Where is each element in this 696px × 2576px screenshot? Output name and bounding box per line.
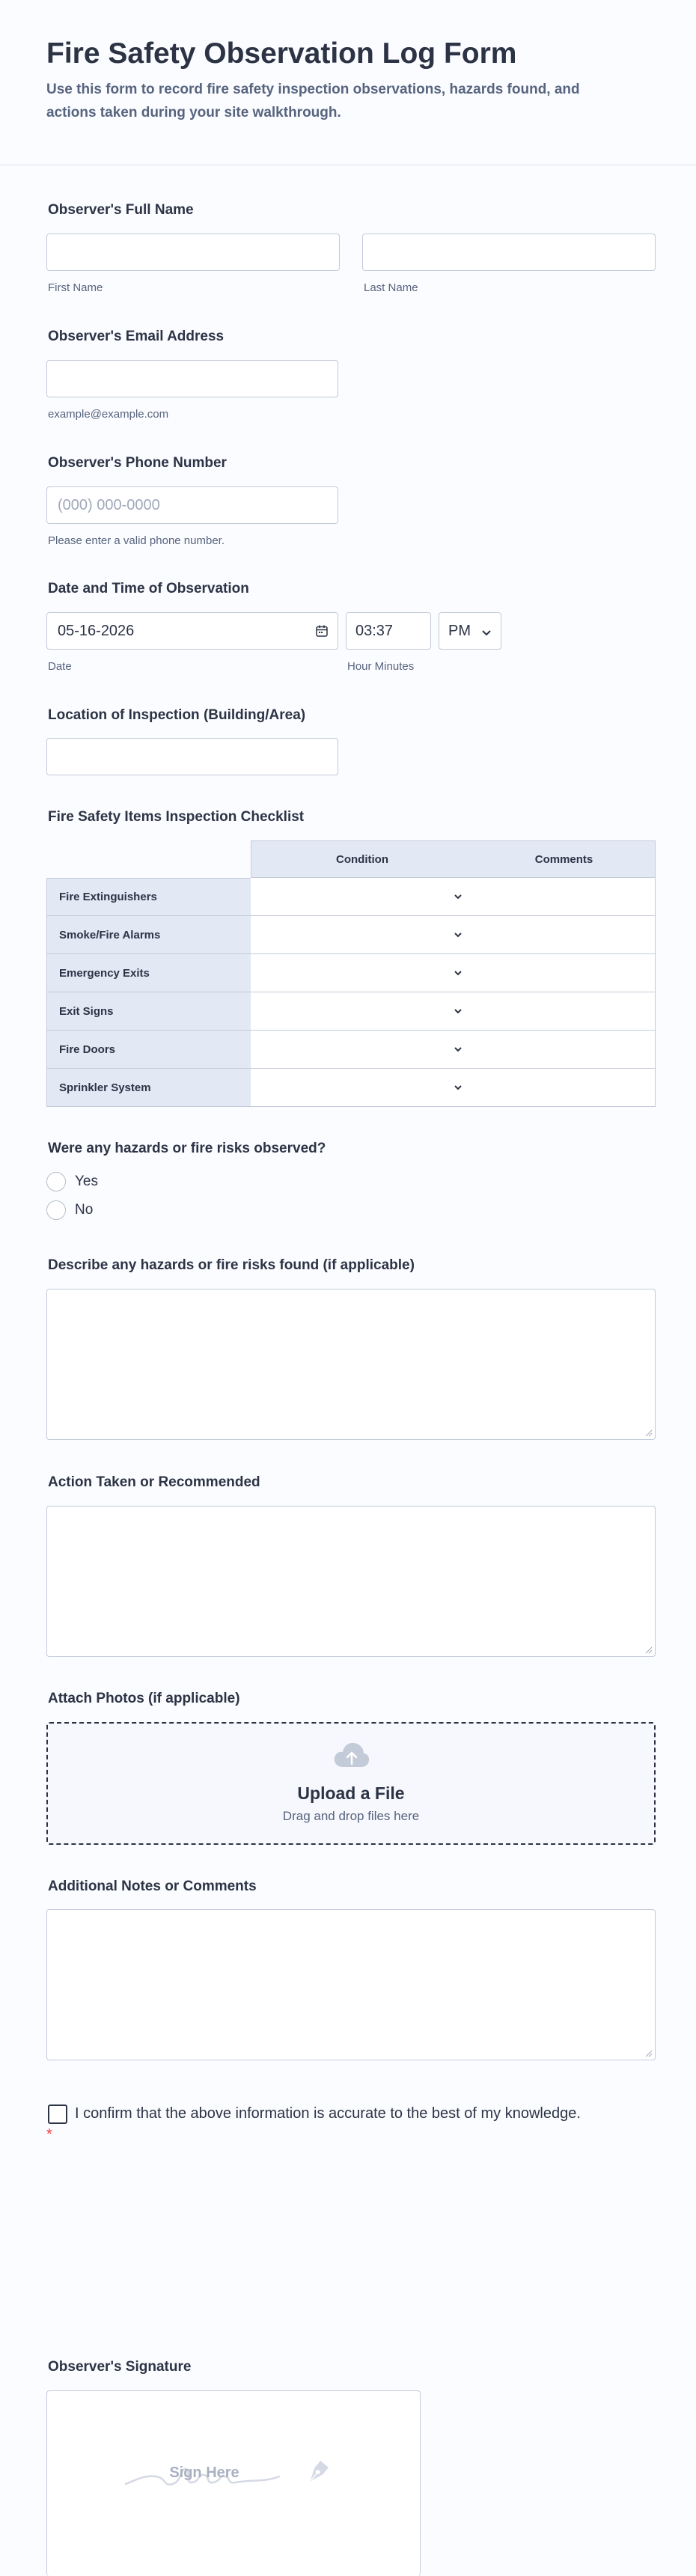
condition-select[interactable] [251,1069,474,1107]
calendar-icon[interactable] [315,624,329,641]
condition-select[interactable] [251,878,474,916]
notes-textarea[interactable] [46,1909,656,2060]
resize-handle-icon[interactable] [645,2050,653,2057]
upload-title: Upload a File [297,1783,405,1803]
upload-hint: Drag and drop files here [282,1809,420,1823]
time-input[interactable] [346,612,431,650]
photos-label: Attach Photos (if applicable) [48,1691,240,1706]
action-textarea[interactable] [46,1506,656,1657]
resize-handle-icon[interactable] [645,1429,653,1437]
hazards-option-label: No [75,1202,94,1218]
email-label: Observer's Email Address [48,329,225,344]
email-sublabel: example@example.com [48,408,169,421]
action-label: Action Taken or Recommended [48,1474,260,1490]
ampm-select[interactable] [439,612,501,650]
confirm-text: I confirm that the above information is accurate to the best of my knowledge. [75,2105,581,2122]
condition-select[interactable] [251,954,474,992]
checklist-row-label: Fire Extinguishers [46,878,251,916]
pen-icon [302,2457,333,2488]
chevron-down-icon [481,627,492,641]
hazards-radio-yes[interactable] [46,1172,66,1191]
chevron-down-icon [454,1084,463,1090]
date-sublabel: Date [48,660,72,673]
hazards-radio-no[interactable] [46,1200,66,1220]
chevron-down-icon [454,894,463,900]
condition-select[interactable] [251,992,474,1031]
datetime-label: Date and Time of Observation [48,581,249,596]
signature-hint: Sign Here [169,2464,239,2481]
confirm-statement [46,2103,585,2145]
comments-input[interactable] [473,1031,656,1069]
page-title: Fire Safety Observation Log Form [46,37,517,70]
phone-placeholder: (000) 000-0000 [58,497,160,513]
notes-label: Additional Notes or Comments [48,1878,257,1894]
date-input[interactable] [46,612,338,650]
signature-pad[interactable] [46,2390,421,2576]
phone-label: Observer's Phone Number [48,455,227,471]
cloud-upload-icon [333,1742,370,1770]
first-name-sublabel: First Name [48,281,103,294]
comments-input[interactable] [473,916,656,954]
location-input[interactable] [46,738,338,775]
column-header-comments: Comments [473,840,656,878]
time-sublabel: Hour Minutes [347,660,415,673]
ampm-value: PM [448,623,471,639]
condition-select[interactable] [251,1031,474,1069]
phone-sublabel: Please enter a valid phone number. [48,534,225,547]
checklist-row-label: Exit Signs [46,992,251,1031]
checklist-row-label: Sprinkler System [46,1069,251,1107]
condition-select[interactable] [251,916,474,954]
file-upload-dropzone[interactable] [46,1722,656,1845]
phone-input[interactable] [46,486,338,524]
email-input[interactable] [46,360,338,397]
chevron-down-icon [454,970,463,976]
signature-label: Observer's Signature [48,2359,192,2375]
time-value: 03:37 [355,623,394,639]
chevron-down-icon [454,1046,463,1052]
comments-input[interactable] [473,954,656,992]
hazards-label: Were any hazards or fire risks observed? [48,1141,326,1156]
last-name-sublabel: Last Name [364,281,418,294]
page-subtitle: Use this form to record fire safety inspection observations, hazards found, and actions taken during your site walkthrough. [46,82,580,120]
comments-input[interactable] [473,992,656,1031]
location-label: Location of Inspection (Building/Area) [48,707,306,723]
checklist-row-label: Smoke/Fire Alarms [46,916,251,954]
checklist-row-label: Fire Doors [46,1031,251,1069]
checklist-label: Fire Safety Items Inspection Checklist [48,809,305,825]
chevron-down-icon [454,932,463,938]
describe-textarea[interactable] [46,1289,656,1440]
describe-label: Describe any hazards or fire risks found (if applicable) [48,1257,415,1273]
checklist-row-label: Emergency Exits [46,954,251,992]
date-value: 05-16-2026 [58,623,135,639]
comments-input[interactable] [473,1069,656,1107]
first-name-input[interactable] [46,234,340,271]
column-header-condition: Condition [251,840,474,878]
chevron-down-icon [454,1008,463,1014]
comments-input[interactable] [473,878,656,916]
full-name-label: Observer's Full Name [48,202,194,218]
hazards-option-label: Yes [75,1173,98,1189]
resize-handle-icon[interactable] [645,1646,653,1654]
required-mark: * [46,2126,52,2143]
last-name-input[interactable] [362,234,656,271]
